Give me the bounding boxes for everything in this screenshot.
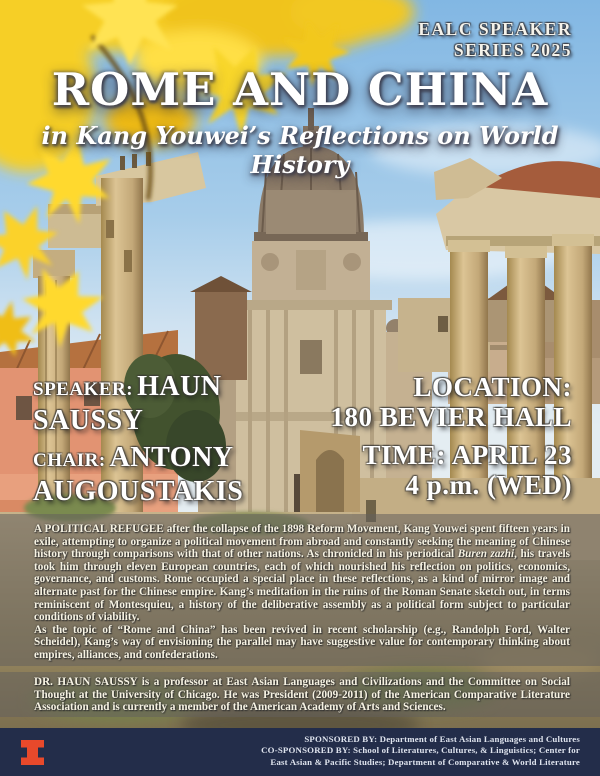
abstract-box — [0, 514, 600, 666]
sponsor-line3: East Asian & Pacific Studies; Department of Comparative & World Literature — [270, 756, 580, 767]
footer-bar — [0, 728, 600, 776]
bio-box — [0, 672, 600, 717]
location-value: 180 BEVIER HALL — [330, 402, 572, 432]
poster-title: ROME AND CHINA — [51, 63, 549, 116]
abstract-p1-text-cont: , his travels took him through eleven European countries, each of which nourished his reflection on politics, economics, governance, and customs. Rome occupied a special place in these reflections, as a kind of mirror image and alternate past for the Chinese empire. Kang’s meditation in the ruins of the Roman Senate sketch out, in terms reminiscent of Montesquieu, a history of the deliberative assembly as a political form subject to particular conditions of viability. — [34, 548, 571, 624]
speaker-label: SPEAKER: — [33, 379, 134, 400]
illinois-block-i-logo — [20, 740, 45, 765]
sponsor-line2: CO-SPONSORED BY: School of Literatures, Cultures, & Linguistics; Center for — [261, 745, 580, 756]
speaker-line1 — [33, 372, 243, 406]
abstract-p1-periodical-title: Buren zazhi — [457, 548, 515, 561]
speaker-first-name: HAUN — [137, 371, 222, 402]
chair-last-name: AUGOUSTAKIS — [33, 476, 244, 507]
chair-line1 — [33, 443, 243, 477]
abstract-paragraph-2: As the topic of “Rome and China” has been revived in recent scholarship (e.g., Randolph Ford, Walter Scheidel), Kang’s way of envisioning the parallel may have suggestive value for contemporary thinking about empires, alliances, and confederations. — [34, 623, 570, 661]
chair-first-name: ANTONY — [109, 442, 234, 473]
speaker-block — [33, 372, 243, 507]
speaker-last-name: SAUSSY — [33, 405, 144, 436]
series-badge-line1: EALC SPEAKER — [418, 19, 572, 39]
time-value: 4 p.m. (WED) — [405, 470, 572, 500]
bio-paragraph: DR. HAUN SAUSSY is a professor at East Asian Languages and Civilizations and the Committee on Social Thought at the University of Chicago. He was President (2009-2011) of the American Comparative Literature Association and is currently a member of the American Academy of Arts and Sciences. — [34, 676, 570, 714]
series-badge-line2: SERIES 2025 — [453, 39, 572, 60]
abstract-paragraph-1 — [34, 523, 570, 624]
poster-subtitle: in Kang Youwei’s Reflections on World History — [41, 121, 559, 179]
location-block — [330, 372, 572, 500]
chair-label: CHAIR: — [33, 450, 106, 471]
location-label: LOCATION: — [413, 372, 572, 402]
time-label: TIME: APRIL 23 — [362, 440, 572, 470]
series-badge — [418, 19, 572, 60]
sponsor-credits — [261, 734, 580, 768]
sponsor-line1: SPONSORED BY: Department of East Asian Languages and Cultures — [304, 734, 580, 744]
abstract-p1-text: A POLITICAL REFUGEE after the collapse of the 1898 Reform Movement, Kang Youwei spent fifteen years in exile, attempting to organize a political movement from abroad and constantly seeking the meaning of Chinese history through comparisons with that of other nations. As chronicled in his periodical — [34, 523, 570, 561]
